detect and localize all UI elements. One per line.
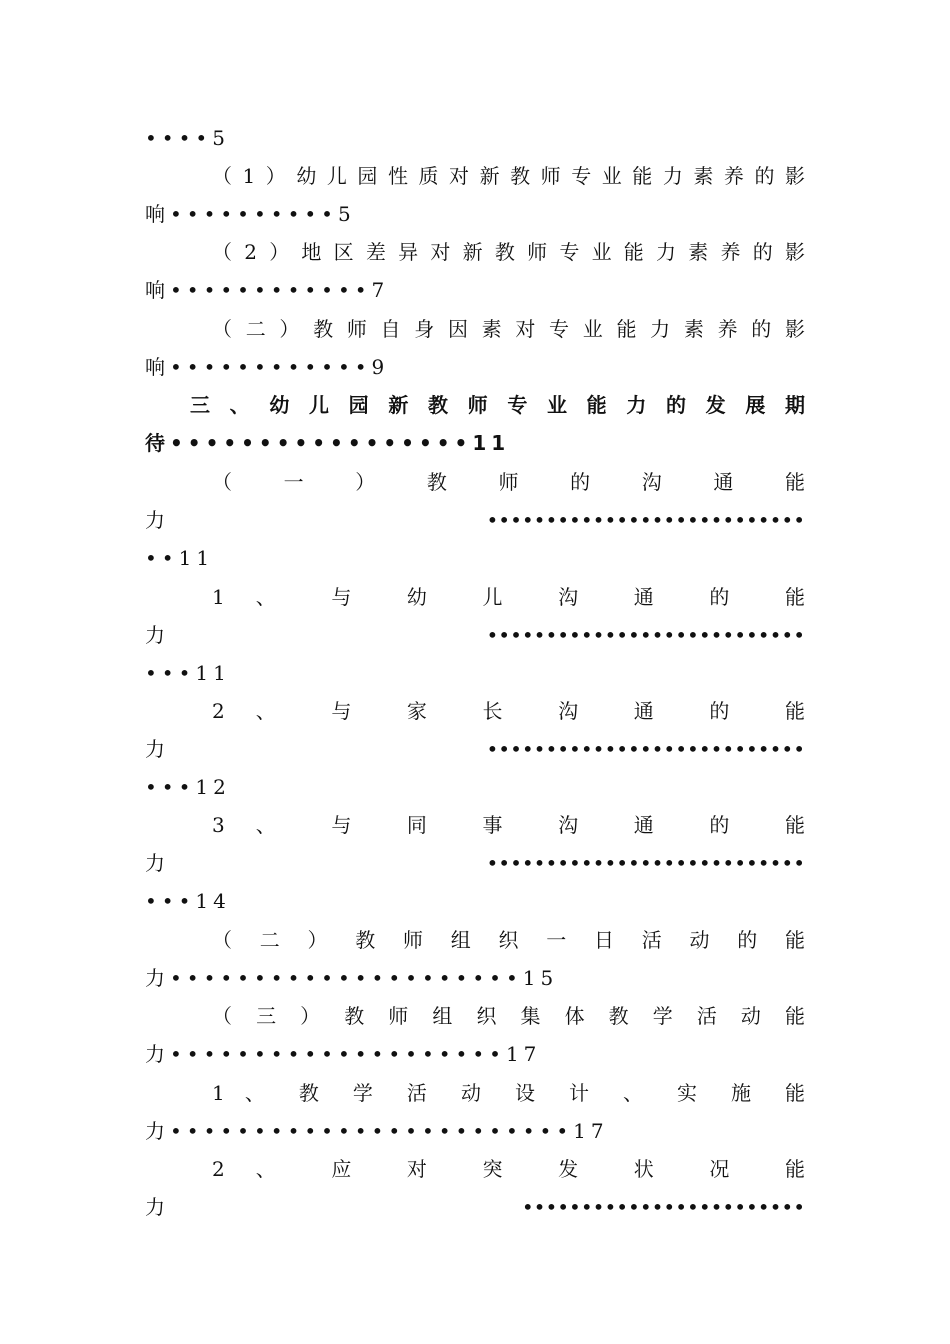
toc-line-22: （ 二 ） 教 师 组 织 一 日 活 动 的 能 [212, 928, 805, 952]
toc-line-18: •••12 [145, 775, 231, 799]
toc-line-17: 力 ••••••••••••••••••••••••••• [145, 737, 805, 761]
toc-line-16: 2 、 与 家 长 沟 通 的 能 [212, 699, 805, 723]
toc-line-11: 力 ••••••••••••••••••••••••••• [145, 508, 805, 532]
toc-line-26: 1 、 教 学 活 动 设 计 、 实 施 能 [212, 1081, 805, 1105]
toc-line-29: 力 •••••••••••••••••••••••• [145, 1195, 805, 1219]
toc-line-6: （二）教师自身因素对专业能力素养的影 [212, 317, 805, 341]
toc-line-14: 力 ••••••••••••••••••••••••••• [145, 623, 805, 647]
toc-line-15: •••11 [145, 661, 231, 685]
toc-line-1: ••••5 [145, 126, 230, 150]
toc-line-10: （ 一 ） 教 师 的 沟 通 能 [212, 470, 805, 494]
toc-line-27: 力••••••••••••••••••••••••17 [145, 1119, 609, 1143]
toc-line-8: 三、幼儿园新教师专业能力的发展期 [190, 393, 805, 417]
toc-line-20: 力 ••••••••••••••••••••••••••• [145, 851, 805, 875]
toc-line-28: 2 、 应 对 突 发 状 况 能 [212, 1157, 805, 1181]
toc-line-3: 响••••••••••5 [145, 202, 356, 226]
toc-line-21: •••14 [145, 889, 231, 913]
toc-line-5: 响••••••••••••7 [145, 278, 390, 302]
toc-line-12: ••11 [145, 546, 215, 570]
toc-line-25: 力••••••••••••••••••••17 [145, 1042, 542, 1066]
toc-line-4: （2）地区差异对新教师专业能力素养的影 [212, 240, 805, 264]
toc-line-19: 3 、 与 同 事 沟 通 的 能 [212, 813, 805, 837]
toc-line-9: 待•••••••••••••••••11 [145, 431, 511, 455]
toc-line-13: 1 、 与 幼 儿 沟 通 的 能 [212, 585, 805, 609]
toc-line-2: （1）幼儿园性质对新教师专业能力素养的影 [212, 164, 805, 188]
toc-line-24: （ 三 ） 教 师 组 织 集 体 教 学 活 动 能 [212, 1004, 805, 1028]
toc-line-23: 力•••••••••••••••••••••15 [145, 966, 559, 990]
toc-line-7: 响••••••••••••9 [145, 355, 390, 379]
